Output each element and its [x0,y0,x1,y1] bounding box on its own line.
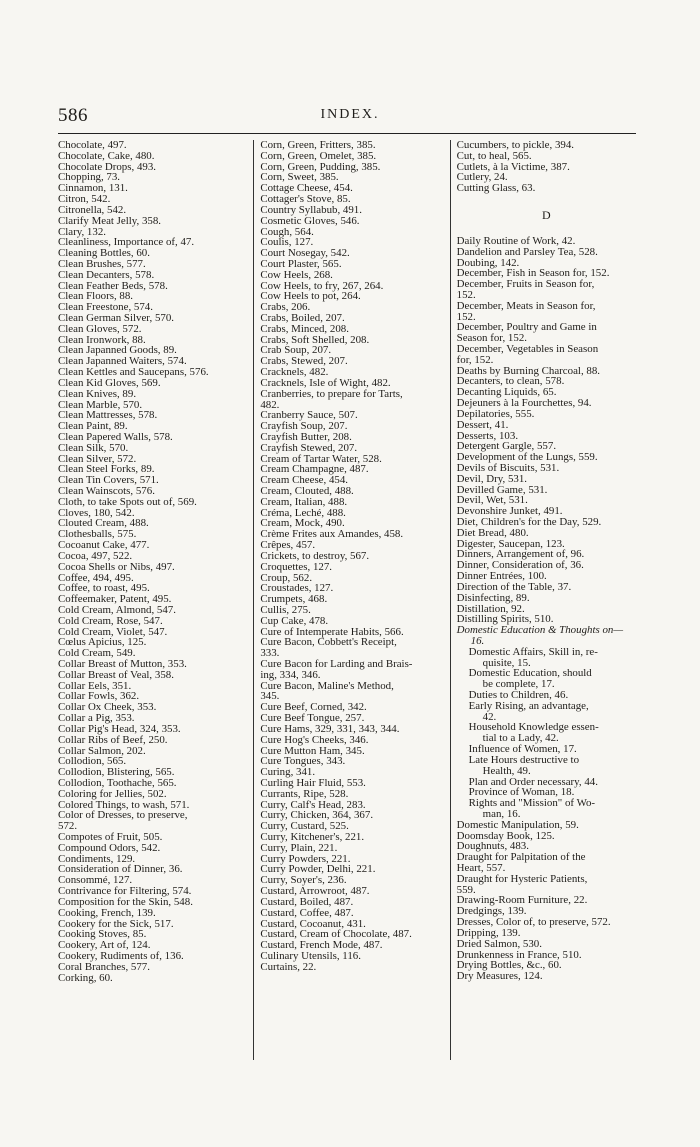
index-entry-continuation: 345. [260,690,280,703]
index-entry-text: Clean Kid Gloves, 569. [58,376,161,389]
index-entry [457,971,636,982]
index-entry-text: Curry, Custard, 525. [260,820,349,833]
index-entry [457,852,636,874]
index-entry-text: Corking, 60. [58,971,113,984]
index-entry-text: Cutlets, à la Victime, 387. [456,160,570,173]
index-entry-text: Collar Salmon, 202. [58,744,146,757]
index-entry-text: Crêpes, 457. [260,539,316,552]
index-entry-text: Cold Cream, Violet, 547. [58,625,168,638]
index-entry-text: Doughnuts, 483. [456,840,529,853]
index-entry-text: Composition for the Skin, 548. [58,895,193,908]
index-entry-text: Chocolate Drops, 493. [58,160,156,173]
index-entry-text: Clean Silver, 572. [58,452,137,465]
index-entry-text: Corn, Green, Pudding, 385. [260,160,381,173]
index-entry-text: Cottager's Stove, 85. [260,193,351,206]
index-entry-continuation: 333. [260,647,280,660]
index-entry-text: Cooking, French, 139. [58,906,156,919]
index-entry [457,183,636,194]
index-entry-text: Cream, Mock, 490. [260,517,345,530]
index-entry-text: Crayfish Soup, 207. [260,420,348,433]
index-column-1 [58,140,253,1060]
index-entry-text: Dessert, 41. [456,418,509,431]
index-entry-continuation: Season for, 152. [456,332,527,345]
index-entry-text: Cream Champagne, 487. [260,463,369,476]
index-entry-text: Colored Things, to wash, 571. [58,798,190,811]
index-entry-text: Dinners, Arrangement of, 96. [456,548,585,561]
index-entry-text: Desserts, 103. [456,429,519,442]
index-entry-text: Croustades, 127. [260,582,334,595]
index-entry-text: Clean Gloves, 572. [58,322,142,335]
index-entry-text: Custard, French Mode, 487. [260,939,383,952]
index-entry-text: Compotes of Fruit, 505. [58,831,163,843]
index-entry-text: Cup Cake, 478. [260,614,329,627]
index-entry-text: Clean Japanned Goods, 89. [58,344,177,357]
index-entry-text: Chocolate, 497. [58,140,127,151]
index-entry-text: Devilled Game, 531. [456,483,548,496]
index-entry-text: Collar a Pig, 353. [58,712,135,725]
index-entry-text: Cosmetic Gloves, 546. [260,214,360,227]
index-entry-text: Currants, Ripe, 528. [260,787,349,800]
index-entry-text: Clean Knives, 89. [58,387,137,400]
index-entry-text: Cure Mutton Ham, 345. [260,744,365,757]
index-entry-text: Crabs, 206. [260,301,311,314]
index-entry-text: Corn, Green, Fritters, 385. [260,140,376,151]
index-entry-text: Domestic Manipulation, 59. [456,818,579,831]
index-entry-text: Cranberry Sauce, 507. [260,409,358,422]
index-entry-text: Cullis, 275. [260,603,311,616]
index-entry [457,279,636,301]
index-entry-text: Croquettes, 127. [260,560,333,573]
index-entry-text: Crabs, Stewed, 207. [260,355,348,368]
index-entry-continuation: 482. [260,398,280,411]
index-entry-text: Chopping, 73. [58,171,121,184]
index-entry-text: Cranberries, to prepare for Tarts, [260,387,403,400]
index-entry-text: Duties to Children, 46. [468,689,569,701]
index-entry-text: December, Fruits in Season for, [456,278,595,291]
index-entry-text: December, Vegetables in Season [456,343,599,355]
index-entry-text: Cream of Tartar Water, 528. [260,452,382,465]
index-entry-text: Cucumbers, to pickle, 394. [456,140,574,151]
index-entry-text: Late Hours destructive to [468,753,580,766]
index-entry-text: Crumpets, 468. [260,593,328,606]
index-entry-text: Diet Bread, 480. [456,526,529,539]
index-entry-text: December, Fish in Season for, 152. [456,267,610,280]
index-entry-text: Curry, Chicken, 364, 367. [260,809,374,822]
index-entry-text: Cinnamon, 131. [58,182,128,195]
index-entry-text: Cutlery, 24. [456,171,508,184]
index-entry-text: Draught for Hysteric Patients, [456,872,588,885]
index-entry-text: Cure Bacon for Larding and Brais- [260,658,413,670]
index-entry-continuation: 152. [456,288,476,301]
index-entry-text: Cure Tongues, 343. [260,755,346,768]
index-entry [260,659,445,681]
index-entry-text: Cold Cream, Almond, 547. [58,603,176,616]
index-entry-text: Condiments, 129. [58,852,136,865]
index-entry-text: Cure Beef Tongue, 257. [260,712,365,725]
index-entry-text: Collodion, Blistering, 565. [58,766,175,779]
index-entry-text: Curry Powders, 221. [260,852,351,865]
index-entry-text: Clean German Silver, 570. [58,312,175,324]
index-entry-continuation: Health, 49. [482,764,531,777]
index-entry-text: Collar Breast of Mutton, 353. [58,658,187,670]
index-entry [457,322,636,344]
index-entry-text: Clean Steel Forks, 89. [58,463,155,476]
index-entry [457,301,636,323]
index-entry-text: Cure Hams, 329, 331, 343, 344. [260,722,400,735]
index-entry-text: Dripping, 139. [456,926,521,939]
index-entry-text: Cold Cream, Rose, 547. [58,614,163,627]
index-entry-continuation: man, 16. [482,807,521,820]
index-entry-text: Clothesballs, 575. [58,528,137,541]
index-entry-text: Curtains, 22. [260,960,317,973]
index-entry-text: Crabs, Soft Shelled, 208. [260,333,370,346]
index-entry-text: Coulis, 127. [260,236,314,249]
index-entry-text: Devonshire Junket, 491. [456,505,563,518]
index-entry-text: Cloth, to take Spots out of, 569. [58,495,197,508]
index-entry-text: Clean Marble, 570. [58,398,143,411]
index-entry [457,701,636,723]
index-entry-text: Coffee, 494, 495. [58,571,134,584]
index-entry-domestic-education: Domestic Education & Thoughts on—16. [456,624,624,647]
index-entry-text: Cure Hog's Cheeks, 346. [260,733,369,746]
index-entry-text: Distillation, 92. [456,602,525,615]
index-entry-text: Cream Cheese, 454. [260,474,349,487]
index-entry-text: Cough, 564. [260,225,314,238]
index-column-3 [451,140,636,1060]
index-entry-text: Créma, Leché, 488. [260,506,346,519]
index-entry-text: Cracknels, 482. [260,366,329,379]
index-entry-text: Contrivance for Filtering, 574. [58,885,192,898]
index-entry-text: Depilatories, 555. [456,407,535,420]
page-number: 586 [58,105,88,126]
index-entry-text: Cleaning Bottles, 60. [58,247,150,260]
index-entry-text: Cure of Intemperate Habits, 566. [260,625,404,638]
index-entry-text: Crème Frites aux Amandes, 458. [260,528,404,541]
index-entry [58,973,247,984]
index-entry [260,637,445,659]
index-entry-text: Coffee, to roast, 495. [58,582,150,595]
index-entry-text: Decanters, to clean, 578. [456,375,565,388]
index-entry-text: Clarify Meat Jelly, 358. [58,214,162,227]
index-entry-text: Clean Tin Covers, 571. [58,474,159,487]
index-entry-text: Clean Paint, 89. [58,420,128,433]
index-entry-text: Cream, Italian, 488. [260,495,348,508]
index-entry-text: Cure Beef, Corned, 342. [260,701,367,714]
index-entry-text: Dried Salmon, 530. [456,937,542,950]
index-entry-text: Early Rising, an advantage, [468,699,589,712]
index-entry-continuation: for, 152. [456,353,494,366]
index-entry-text: Development of the Lungs, 559. [456,451,598,464]
index-entry-continuation: Heart, 557. [456,862,506,874]
index-entry-text: Cut, to heal, 565. [456,149,532,162]
index-entry-text: Disinfecting, 89. [456,591,530,604]
index-entry-text: Domestic Affairs, Skill in, re- [468,645,598,658]
index-entry-text: Clean Silk, 570. [58,441,129,454]
index-entry-text: Crabs, Minced, 208. [260,322,349,335]
index-entry-text: Consommé, 127. [58,874,133,887]
index-entry [457,722,636,744]
index-entry-text: Clary, 132. [58,225,106,238]
index-entry-text: Clean Wainscots, 576. [58,485,155,497]
index-entry-text: Coral Branches, 577. [58,960,150,973]
index-entry-text: Clean Mattresses, 578. [58,409,158,422]
index-entry-text: Draught for Palpitation of the [456,851,586,864]
index-entry-text: Drunkenness in France, 510. [456,948,582,961]
index-entry-text: Culinary Utensils, 116. [260,949,361,962]
index-entry-text: Plan and Order necessary, 44. [468,775,598,788]
index-entry [457,798,636,820]
index-entry [457,874,636,896]
index-entry-text: Devils of Biscuits, 531. [456,461,560,474]
index-entry-text: Dresses, Color of, to preserve, 572. [456,916,611,929]
index-entry [260,681,445,703]
index-entry-text: Decanting Liquids, 65. [456,386,557,399]
running-head: INDEX. [320,107,380,122]
index-entry [58,810,247,832]
index-entry-text: Cocoanut Cake, 477. [58,539,150,552]
header-rule [58,133,636,134]
index-entry-text: Doomsday Book, 125. [456,829,555,842]
index-entry-text: Collar Ox Cheek, 353. [58,701,157,714]
index-entry [457,344,636,366]
index-entry-text: Influence of Women, 17. [468,743,577,756]
index-entry-text: Diet, Children's for the Day, 529. [456,516,602,528]
index-entry [457,668,636,690]
index-entry-text: Clean Freestone, 574. [58,301,153,314]
index-entry-continuation: 559. [456,883,476,896]
index-entry-continuation: 572. [58,820,78,833]
index-entry-text: Cure Bacon, Maline's Method, [260,679,394,692]
index-entry-text: Croup, 562. [260,571,313,584]
index-entry-text: Cloves, 180, 542. [58,506,135,519]
index-entry-text: Clean Brushes, 577. [58,257,146,270]
index-entry-continuation: 152. [456,310,476,323]
index-entry-text: Custard, Cocoanut, 431. [260,917,366,930]
index-entry-text: Chocolate, Cake, 480. [58,149,155,162]
index-entry-text: Cold Cream, 549. [58,647,136,660]
index-entry-text: Cracknels, Isle of Wight, 482. [260,376,391,389]
index-entry-text: Custard, Boiled, 487. [260,895,354,908]
index-entry-continuation: tial to a Lady, 42. [482,732,559,745]
index-entry-text: Clean Papered Walls, 578. [58,430,173,443]
index-entry-text: Court Plaster, 565. [260,257,342,270]
index-entry-text: Court Nosegay, 542. [260,247,350,260]
section-letter-d: D [541,208,551,223]
index-entry-text: Curry Powder, Delhi, 221. [260,863,376,876]
index-entry-text: Cooking Stoves, 85. [58,928,147,941]
index-entry-text: Cutting Glass, 63. [456,182,536,195]
index-entry [260,389,445,411]
index-entry-text: Crayfish Stewed, 207. [260,441,358,454]
index-entry-text: December, Poultry and Game in [456,321,597,334]
index-entry-text: Domestic Education, should [468,667,592,680]
index-entry-text: Coloring for Jellies, 502. [58,787,167,800]
index-entry [457,755,636,777]
index-entry-text: Curry, Soyer's, 236. [260,874,347,887]
index-entry-text: Deaths by Burning Charcoal, 88. [456,364,601,377]
index-entry-continuation: ing, 334, 346. [260,668,321,681]
index-entry-text: Cow Heels, 268. [260,268,333,281]
index-entry-text: Cream, Clouted, 488. [260,485,354,497]
index-entry-text: Drawing-Room Furniture, 22. [456,894,588,907]
index-entry-text: Daily Routine of Work, 42. [456,234,576,247]
index-entry-text: Dredgings, 139. [456,905,527,918]
index-column-2 [253,140,450,1060]
index-entry-text: Cocoa, 497, 522. [58,549,133,562]
index-entry-text: Collar Pig's Head, 324, 353. [58,722,181,735]
index-entry-text: Cure Bacon, Cobbett's Receipt, [260,636,397,649]
index-entry-text: Compound Odors, 542. [58,841,161,854]
index-entry-continuation: quisite, 15. [482,656,531,669]
index-entry-text: Curry, Kitchener's, 221. [260,831,365,843]
index-entry-text: Curing, 341. [260,766,316,779]
index-entry-text: Cow Heels to pot, 264. [260,290,361,303]
index-entry [457,647,636,669]
index-entry-text: Collodion, 565. [58,755,127,768]
index-entry-text: Collodion, Toothache, 565. [58,776,177,789]
index-entry-text: Corn, Green, Omelet, 385. [260,149,377,162]
index-entry-text: Rights and "Mission" of Wo- [468,797,596,810]
index-entry-text: Color of Dresses, to preserve, [58,809,188,822]
index-entry-text: Collar Breast of Veal, 358. [58,668,174,681]
index-entry-text: Clean Kettles and Saucepans, 576. [58,366,209,379]
index-entry-continuation: be complete, 17. [482,678,555,691]
index-entry-text: Corn, Sweet, 385. [260,171,339,184]
index-entry-text: Household Knowledge essen- [468,721,599,734]
index-entry-text: Crab Soup, 207. [260,344,332,357]
index-entry-text: Detergent Gargle, 557. [456,440,557,453]
index-entry-text: Doubing, 142. [456,256,520,269]
index-entry-text: Country Syllabub, 491. [260,203,362,216]
index-entry-text: Devil, Dry, 531. [456,472,528,485]
index-entry-text: Crickets, to destroy, 567. [260,549,370,562]
index-entry-text: Clean Floors, 88. [58,290,134,303]
index-entry-text: Cocoa Shells or Nibs, 497. [58,560,175,573]
index-entry-text: Citronella, 542. [58,203,127,216]
index-columns [58,140,636,1060]
index-entry-text: Custard, Coffee, 487. [260,906,354,919]
index-entry-text: Curry, Calf's Head, 283. [260,798,366,811]
index-entry-text: Dejeuners à la Fourchettes, 94. [456,397,592,410]
index-entry [260,962,445,973]
index-entry-text: Dandelion and Parsley Tea, 528. [456,245,598,258]
index-entry-text: December, Meats in Season for, [456,299,596,312]
index-entry-text: Cœlus Apicius, 125. [58,636,147,649]
index-entry-text: Custard, Cream of Chocolate, 487. [260,928,412,941]
index-entry-text: Cookery, Art of, 124. [58,939,151,952]
index-entry-text: Dinner Entrées, 100. [456,570,547,583]
index-entry-text: Cookery, Rudiments of, 136. [58,949,184,962]
index-entry-text: Drying Bottles, &c., 60. [456,959,562,972]
index-entry-text: Crayfish Butter, 208. [260,430,352,443]
index-entry-text: Clean Feather Beds, 578. [58,279,168,292]
index-entry-text: Devil, Wet, 531. [456,494,528,507]
index-entry-text: Collar Eels, 351. [58,679,132,692]
index-entry-text: Cookery for the Sick, 517. [58,917,174,930]
index-entry-text: Custard, Arrowroot, 487. [260,885,370,898]
index-entry-continuation: 42. [482,710,497,723]
index-entry-text: Dinner, Consideration of, 36. [456,559,584,572]
index-entry-text: Clouted Cream, 488. [58,517,149,530]
index-entry-text: Collar Fowls, 362. [58,690,140,703]
index-entry-text: Coffeemaker, Patent, 495. [58,593,172,606]
index-entry-text: Dry Measures, 124. [456,970,543,983]
index-entry-text: Clean Decanters, 578. [58,268,155,281]
index-entry-text: Crabs, Boiled, 207. [260,312,345,324]
index-entry-text: Consideration of Dinner, 36. [58,863,183,876]
index-entry-text: Collar Ribs of Beef, 250. [58,733,168,746]
index-entry-text: Province of Woman, 18. [468,786,575,799]
index-entry-text: Direction of the Table, 37. [456,580,572,593]
index-entry-text: Curling Hair Fluid, 553. [260,776,366,789]
index-entry-text: Clean Ironwork, 88. [58,333,146,346]
index-entry-text: Cleanliness, Importance of, 47. [58,236,195,249]
index-entry-text: Cow Heels, to fry, 267, 264. [260,279,384,292]
index-entry-text: Clean Japanned Waiters, 574. [58,355,187,368]
index-entry-text: Curry, Plain, 221. [260,841,338,854]
index-entry-text: Citron, 542. [58,193,111,206]
index-entry-text: Distilling Spirits, 510. [456,613,554,626]
index-entry-text: Cottage Cheese, 454. [260,182,353,195]
index-entry-text: Digester, Saucepan, 123. [456,537,565,550]
